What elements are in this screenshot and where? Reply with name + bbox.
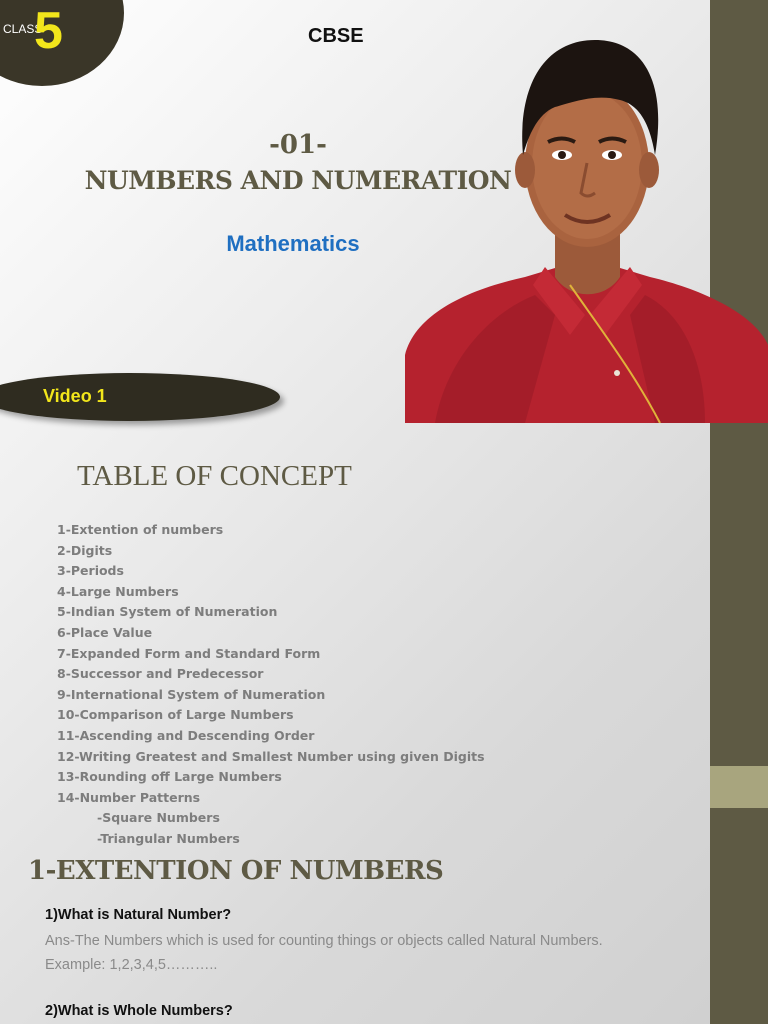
- toc-item: 3-Periods: [57, 563, 124, 579]
- answer-1-line-1: Ans-The Numbers which is used for counting things or objects called Natural Numbers.: [45, 933, 603, 949]
- subject-label: Mathematics: [226, 231, 360, 256]
- toc-item: 5-Indian System of Numeration: [57, 604, 278, 620]
- right-bar-accent: [710, 766, 768, 808]
- toc-item: 12-Writing Greatest and Smallest Number using given Digits: [57, 748, 485, 764]
- teacher-photo: [405, 15, 768, 423]
- toc-item: 7-Expanded Form and Standard Form: [57, 645, 321, 661]
- video-label: Video 1: [43, 386, 107, 406]
- teacher-portrait-image: [405, 15, 768, 423]
- toc-item: 10-Comparison of Large Numbers: [57, 707, 294, 723]
- toc-item: 1-Extention of numbers: [57, 522, 224, 537]
- toc-item: 6-Place Value: [57, 624, 153, 640]
- toc-title: TABLE OF CONCEPT: [77, 460, 352, 492]
- answer-1-line-2: Example: 1,2,3,4,5………..: [45, 957, 218, 973]
- chapter-title: NUMBERS AND NUMERATION: [84, 166, 512, 195]
- chapter-number: -01-: [269, 130, 327, 160]
- class-label: CLASS: [3, 22, 43, 36]
- toc-item: 14-Number Patterns: [57, 789, 201, 805]
- toc-item: 9-International System of Numeration: [57, 686, 326, 702]
- toc-list: [57, 520, 485, 850]
- toc-subitem: -Square Numbers: [97, 810, 220, 826]
- class-number: 5: [34, 2, 63, 60]
- video-pill: [0, 373, 280, 421]
- question-2: 2)What is Whole Numbers?: [45, 1003, 233, 1019]
- toc-item: 2-Digits: [57, 542, 113, 558]
- toc-item: 4-Large Numbers: [57, 583, 179, 599]
- section-title: 1-EXTENTION OF NUMBERS: [28, 856, 444, 886]
- toc-item: 13-Rounding off Large Numbers: [57, 769, 282, 785]
- toc-subitem: -Triangular Numbers: [97, 830, 240, 846]
- toc-item: 8-Successor and Predecessor: [57, 666, 264, 682]
- toc-item: 11-Ascending and Descending Order: [57, 727, 315, 743]
- question-1: 1)What is Natural Number?: [45, 907, 232, 923]
- board-label: CBSE: [308, 25, 364, 47]
